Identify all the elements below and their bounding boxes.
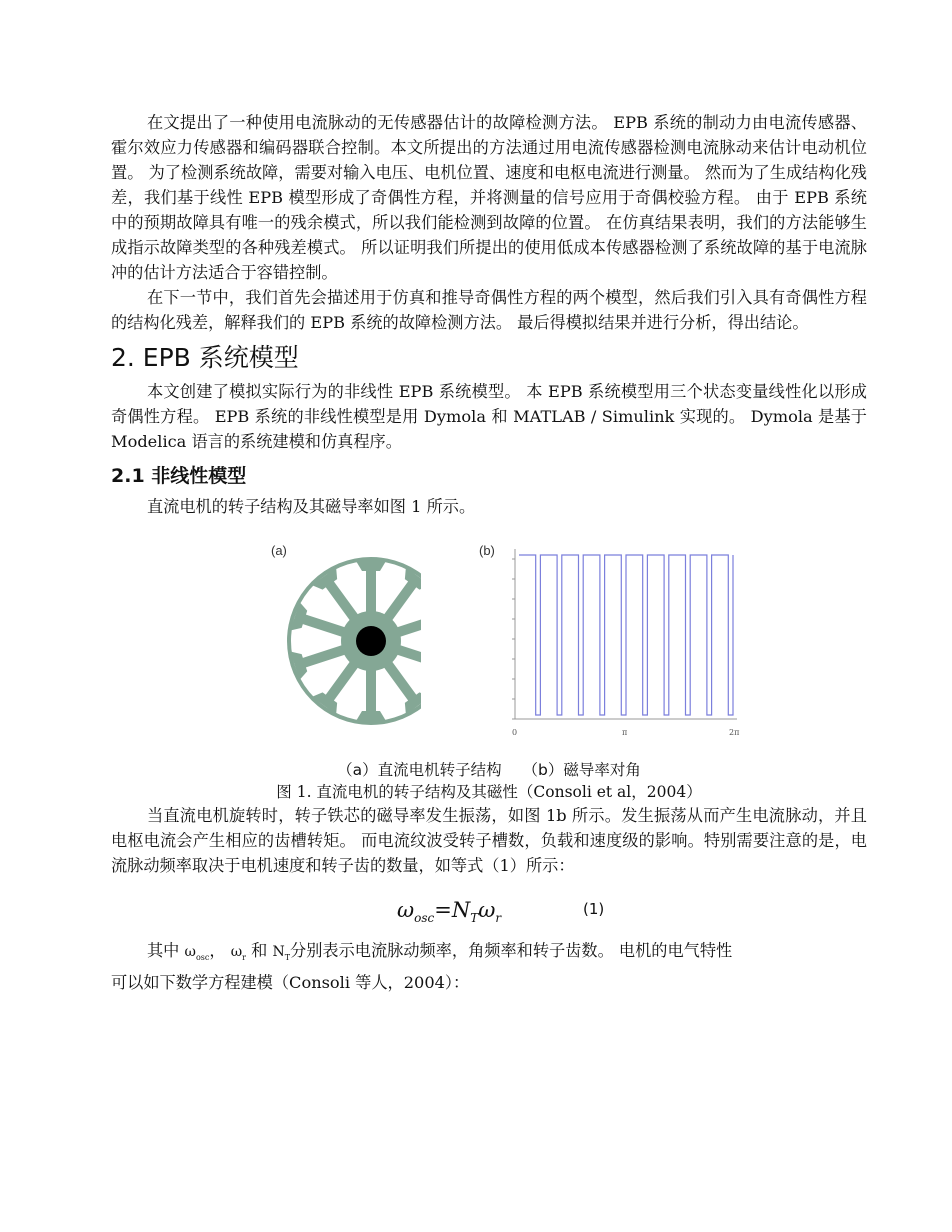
tick-0: 0 bbox=[512, 728, 518, 737]
rotor-shaft bbox=[356, 626, 386, 656]
section-2-1-paragraph: 直流电机的转子结构及其磁导率如图 1 所示。 bbox=[147, 497, 476, 516]
section-2-1-heading: 2.1 非线性模型 bbox=[111, 465, 247, 487]
intro-paragraph-2: 在下一节中，我们首先会描述用于仿真和推导奇偶性方程的两个模型，然后我们引入具有奇偶性方程的结构化残差，解释我们的 EPB 系统的故障检测方法。 最后得模拟结果并进行分析，得出结论。 bbox=[111, 288, 867, 332]
intro-paragraph-1: 在文提出了一种使用电流脉动的无传感器估计的故障检测方法。 EPB 系统的制动力由电流传感器、霍尔效应力传感器和编码器联合控制。本文所提出的方法通过用电流传感器检测电流脉动来估计电动机位置。 为了检测系统故障，需要对输入电压、电机位置、速度和电枢电流进行测量。 然而为了生成结构化残差，我们基于线性 EPB 模型形成了奇偶性方程，并将测量的信号应用于奇偶校验方程。 由于 EPB 系统中的预期故障具有唯一的残余模式，所以我们能检测到故障的位置。 在仿真结果表明，我们的方法能够生成指示故障类型的各种残差模式。 所以证明我们所提出的使用低成本传感器检测了系统故障的基于电流脉冲的估计方法适合于容错控制。 bbox=[111, 113, 867, 282]
section-2-paragraph: 本文创建了模拟实际行为的非线性 EPB 系统模型。 本 EPB 系统模型用三个状态变量线性化以形成奇偶性方程。 EPB 系统的非线性模型是用 Dymola 和 MATLAB / Simulink 实现的。 Dymola 是基于 Modelica 语言的系统建模和仿真程序。 bbox=[111, 382, 867, 451]
equation-number: (1) bbox=[583, 900, 605, 918]
paragraph-last: 可以如下数学方程建模（Consoli 等人，2004）： bbox=[111, 973, 470, 993]
equation-1 bbox=[111, 886, 867, 938]
figure-caption: 图 1. 直流电机的转子结构及其磁性（Consoli et al，2004） bbox=[276, 783, 702, 801]
figure-subcaptions bbox=[111, 759, 867, 781]
rotor-structure-image bbox=[271, 541, 421, 751]
figure-1 bbox=[111, 541, 867, 751]
equation-expression: $\omega_{osc}=N_T\omega_r$ bbox=[397, 898, 502, 926]
subcaption-a: （a）直流电机转子结构 bbox=[337, 761, 502, 779]
subcaption-b: （b）磁导率对角 bbox=[522, 761, 641, 779]
permeability-plot bbox=[479, 541, 743, 751]
permeability-series-line bbox=[519, 555, 733, 715]
figure-label-b: (b) bbox=[479, 543, 495, 558]
document-body bbox=[111, 110, 867, 995]
section-2-heading: 2. EPB 系统模型 bbox=[111, 343, 299, 372]
paragraph-symbols: 其中 $\omega_{osc}$， $\omega_r$ 和 $N_T$分别表示电流脉动频率，角频率和转子齿数。 电机的电气特性 bbox=[147, 941, 733, 963]
paragraph-after-figure: 当直流电机旋转时，转子铁芯的磁导率发生振荡，如图 1b 所示。发生振荡从而产生电流脉动，并且电枢电流会产生相应的齿槽转矩。 而电流纹波受转子槽数，负载和速度级的影响。特别需要注意的是，电流脉动频率取决于电机速度和转子齿的数量，如等式（1）所示： bbox=[111, 806, 867, 875]
tick-pi: π bbox=[622, 728, 628, 737]
tick-2pi: 2π bbox=[729, 728, 740, 737]
figure-label-a: (a) bbox=[271, 543, 287, 558]
